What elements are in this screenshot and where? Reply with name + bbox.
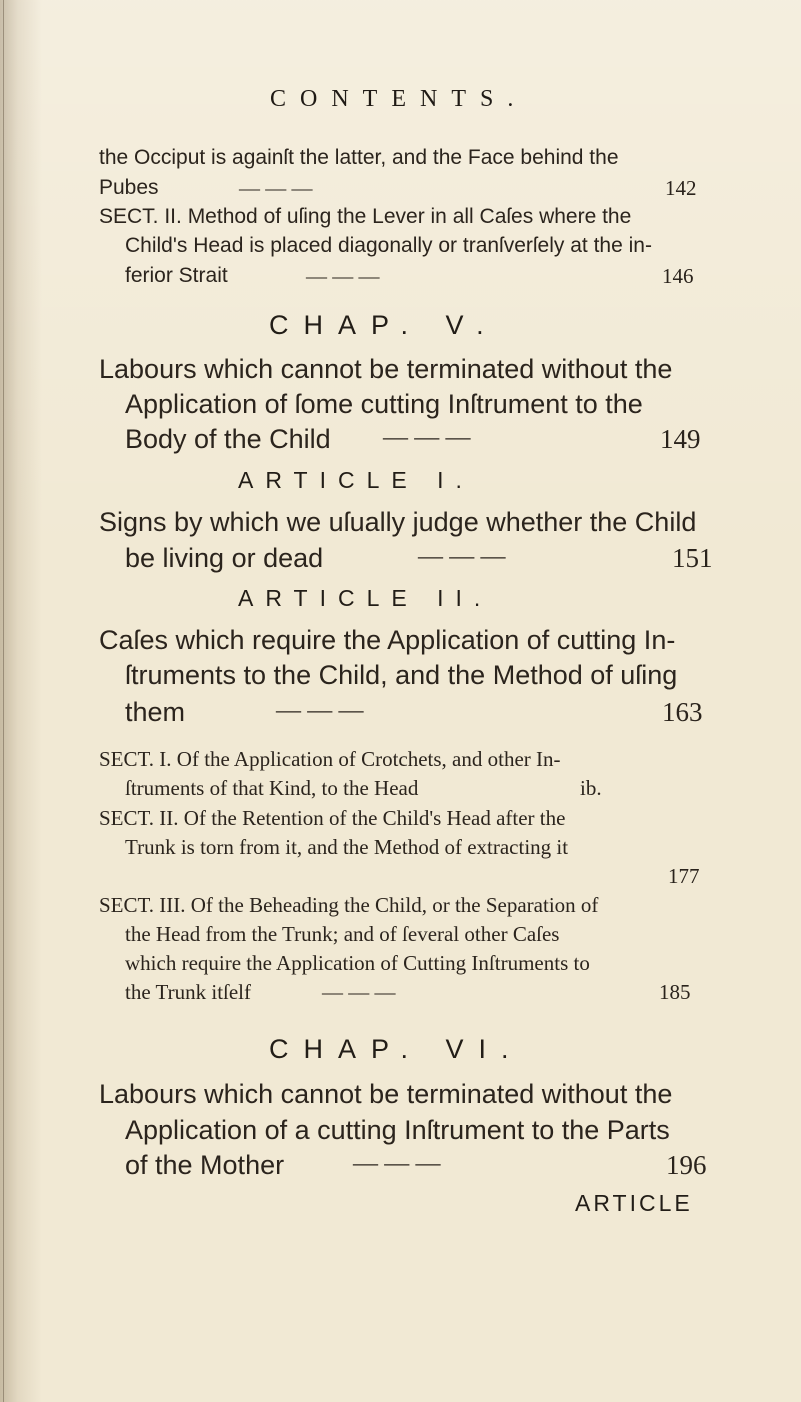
chapter-line: Application of a cutting Inſtrument to the Parts <box>125 1115 670 1145</box>
dash-leader: — — — <box>353 1150 441 1177</box>
page-number: 149 <box>660 424 701 454</box>
chapter-heading: CHAP. V. <box>269 310 499 340</box>
dash-leader: — — — <box>322 980 396 1004</box>
sect-entry-line: Trunk is torn from it, and the Method of extracting it <box>125 835 569 859</box>
dash-leader: — — — <box>383 424 471 451</box>
page-number: ib. <box>580 776 602 800</box>
article-line: ſtruments to the Child, and the Method of uſing <box>125 660 678 690</box>
sect-entry-line: the Head from the Trunk; and of ſeveral other Caſes <box>125 922 560 946</box>
sect-label: SECT. I. <box>99 747 172 771</box>
chapter-line: Labours which cannot be terminated without the <box>99 354 673 384</box>
chapter-line: Application of ſome cutting Inſtrument to the <box>125 389 643 419</box>
sect-entry-line: the Trunk itſelf <box>125 980 252 1004</box>
article-line: be living or dead <box>125 543 324 573</box>
sect-label: SECT. III. <box>99 893 186 917</box>
entry-line: Pubes <box>99 176 159 199</box>
page-number: 142 <box>665 176 697 200</box>
dash-leader: — — — <box>306 264 380 288</box>
sect-label: SECT. II. <box>99 205 182 228</box>
sect-entry-line: SECT. II. Of the Retention of the Child's Head after the <box>99 806 566 830</box>
chapter-heading: CHAP. VI. <box>269 1034 524 1064</box>
sect-entry-line: ſtruments of that Kind, to the Head <box>125 776 419 800</box>
running-head: CONTENTS. <box>270 86 528 112</box>
sect-entry-line: SECT. II. Method of uſing the Lever in all Caſes where the <box>99 205 632 228</box>
chapter-line: of the Mother <box>125 1150 285 1180</box>
page-number: 163 <box>662 697 703 727</box>
page-number: 185 <box>659 980 691 1004</box>
page-number: 196 <box>666 1150 707 1180</box>
page-number: 146 <box>662 264 694 288</box>
article-line: them <box>125 697 186 727</box>
dash-leader: — — — <box>418 543 506 570</box>
sect-entry-line: Child's Head is placed diagonally or tranſverſely at the in- <box>125 234 652 257</box>
page-number: 177 <box>668 864 700 888</box>
sect-label: SECT. II. <box>99 806 179 830</box>
chapter-line: Labours which cannot be terminated without the <box>99 1079 673 1109</box>
article-line: Caſes which require the Application of cutting In- <box>99 625 676 655</box>
sect-entry-line: SECT. III. Of the Beheading the Child, or the Separation of <box>99 893 599 917</box>
page-edge <box>3 0 4 1402</box>
catchword: ARTICLE <box>575 1190 693 1216</box>
chapter-line: Body of the Child <box>125 424 331 454</box>
sect-entry-line: SECT. I. Of the Application of Crotchets, and other In- <box>99 747 561 771</box>
article-line: Signs by which we uſually judge whether the Child <box>99 507 697 537</box>
article-heading: ARTICLE II. <box>238 585 493 611</box>
sect-entry-line: ferior Strait <box>125 264 228 287</box>
page-number: 151 <box>672 543 713 573</box>
article-heading: ARTICLE I. <box>238 467 474 493</box>
sect-entry-line: which require the Application of Cutting Inſtruments to <box>125 951 590 975</box>
dash-leader: — — — <box>239 176 313 200</box>
dash-leader: — — — <box>276 697 364 724</box>
entry-line: the Occiput is againſt the latter, and the Face behind the <box>99 146 619 169</box>
